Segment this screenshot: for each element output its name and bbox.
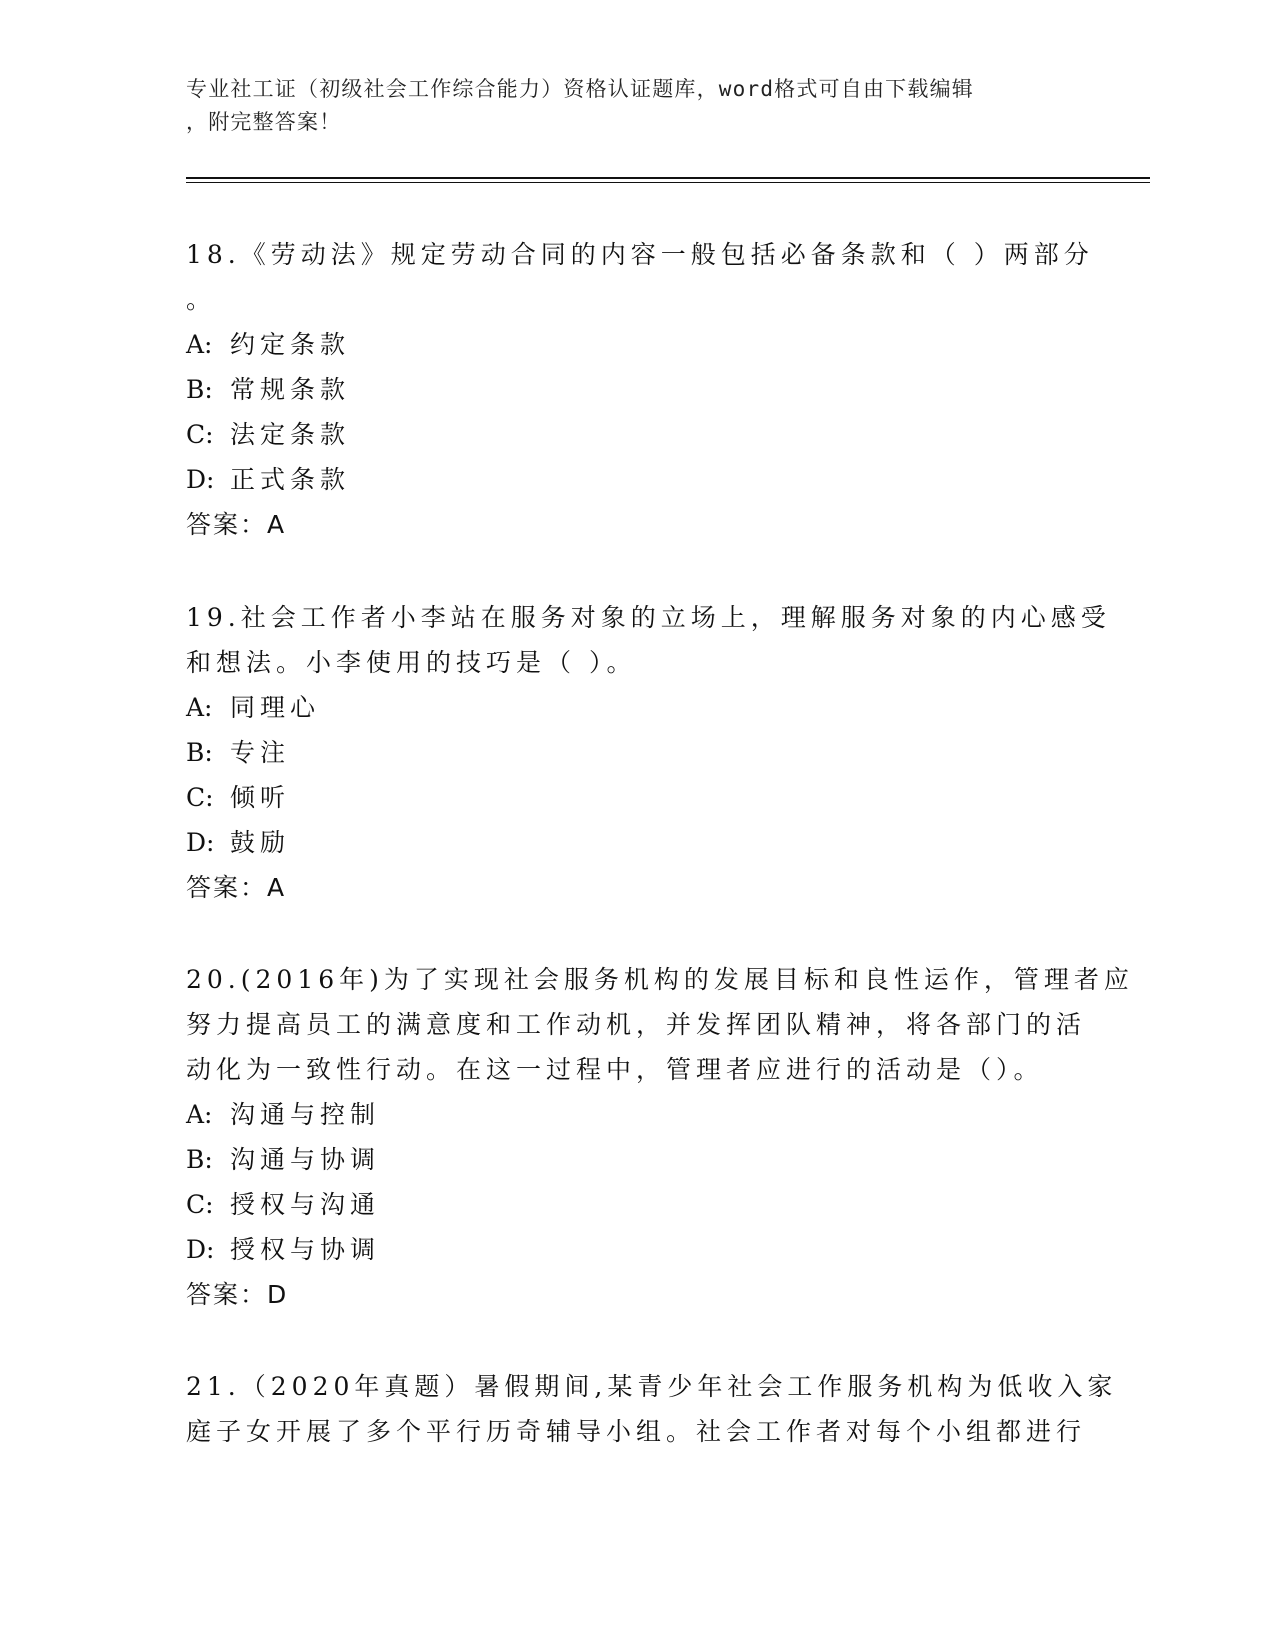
option-text: 沟通与控制 — [230, 1100, 381, 1129]
option-text: 正式条款 — [230, 465, 351, 494]
question-stem-line: 18.《劳动法》规定劳动合同的内容一般包括必备条款和（ ）两部分 — [186, 240, 1094, 269]
option-text: 法定条款 — [230, 420, 351, 449]
question-stem-line: 动化为一致性行动。在这一过程中，管理者应进行的活动是（）。 — [186, 1055, 1044, 1084]
option-text: 授权与沟通 — [230, 1190, 381, 1219]
option-text: 约定条款 — [230, 330, 351, 359]
header-divider-thin — [186, 182, 1150, 183]
header-line-1: 专业社工证（初级社会工作综合能力）资格认证题库，word格式可自由下载编辑 — [186, 77, 974, 101]
question-20 — [186, 957, 1134, 1317]
option-text: 授权与协调 — [230, 1235, 381, 1264]
option-text: 沟通与协调 — [230, 1145, 381, 1174]
option-key: B: — [186, 738, 213, 767]
option-key: A: — [186, 693, 213, 722]
option-a — [186, 685, 1086, 730]
question-stem-line: 庭子女开展了多个平行历奇辅导小组。社会工作者对每个小组都进行 — [186, 1417, 1087, 1446]
question-stem-line: 20.(2016年)为了实现社会服务机构的发展目标和良性运作，管理者应 — [186, 965, 1134, 994]
question-stem-line: 努力提高员工的满意度和工作动机，并发挥团队精神，将各部门的活 — [186, 1010, 1087, 1039]
option-key: C: — [186, 420, 214, 449]
option-key: C: — [186, 1190, 214, 1219]
header-divider-thick — [186, 177, 1150, 179]
answer-line: 答案：A — [186, 510, 287, 539]
answer-line: 答案：A — [186, 873, 287, 902]
option-b — [186, 1137, 1086, 1182]
option-text: 常规条款 — [230, 375, 351, 404]
question-21 — [186, 1364, 1118, 1454]
option-d — [186, 820, 1086, 865]
document-header — [186, 73, 1066, 139]
question-stem-line: 21.（2020年真题）暑假期间,某青少年社会工作服务机构为低收入家 — [186, 1372, 1118, 1401]
question-18 — [186, 232, 1094, 547]
question-19 — [186, 595, 1111, 910]
option-c — [186, 1182, 1086, 1227]
option-key: A: — [186, 330, 213, 359]
option-key: A: — [186, 1100, 213, 1129]
option-key: D: — [186, 828, 215, 857]
header-line-2: ，附完整答案！ — [186, 110, 342, 134]
question-stem-line: 19.社会工作者小李站在服务对象的立场上，理解服务对象的内心感受 — [186, 603, 1111, 632]
question-stem-line: 和想法。小李使用的技巧是（ ）。 — [186, 648, 637, 677]
option-key: B: — [186, 375, 213, 404]
option-d — [186, 1227, 1086, 1272]
option-text: 倾听 — [230, 783, 291, 812]
option-key: D: — [186, 1235, 215, 1264]
option-text: 专注 — [230, 738, 291, 767]
option-b — [186, 730, 1086, 775]
option-a — [186, 1092, 1086, 1137]
option-c — [186, 412, 1086, 457]
option-b — [186, 367, 1086, 412]
option-key: B: — [186, 1145, 213, 1174]
option-key: C: — [186, 783, 214, 812]
option-text: 同理心 — [230, 693, 321, 722]
option-key: D: — [186, 465, 215, 494]
option-d — [186, 457, 1086, 502]
question-stem-line: 。 — [186, 285, 217, 314]
option-a — [186, 322, 1086, 367]
option-c — [186, 775, 1086, 820]
option-text: 鼓励 — [230, 828, 291, 857]
answer-line: 答案：D — [186, 1280, 289, 1309]
